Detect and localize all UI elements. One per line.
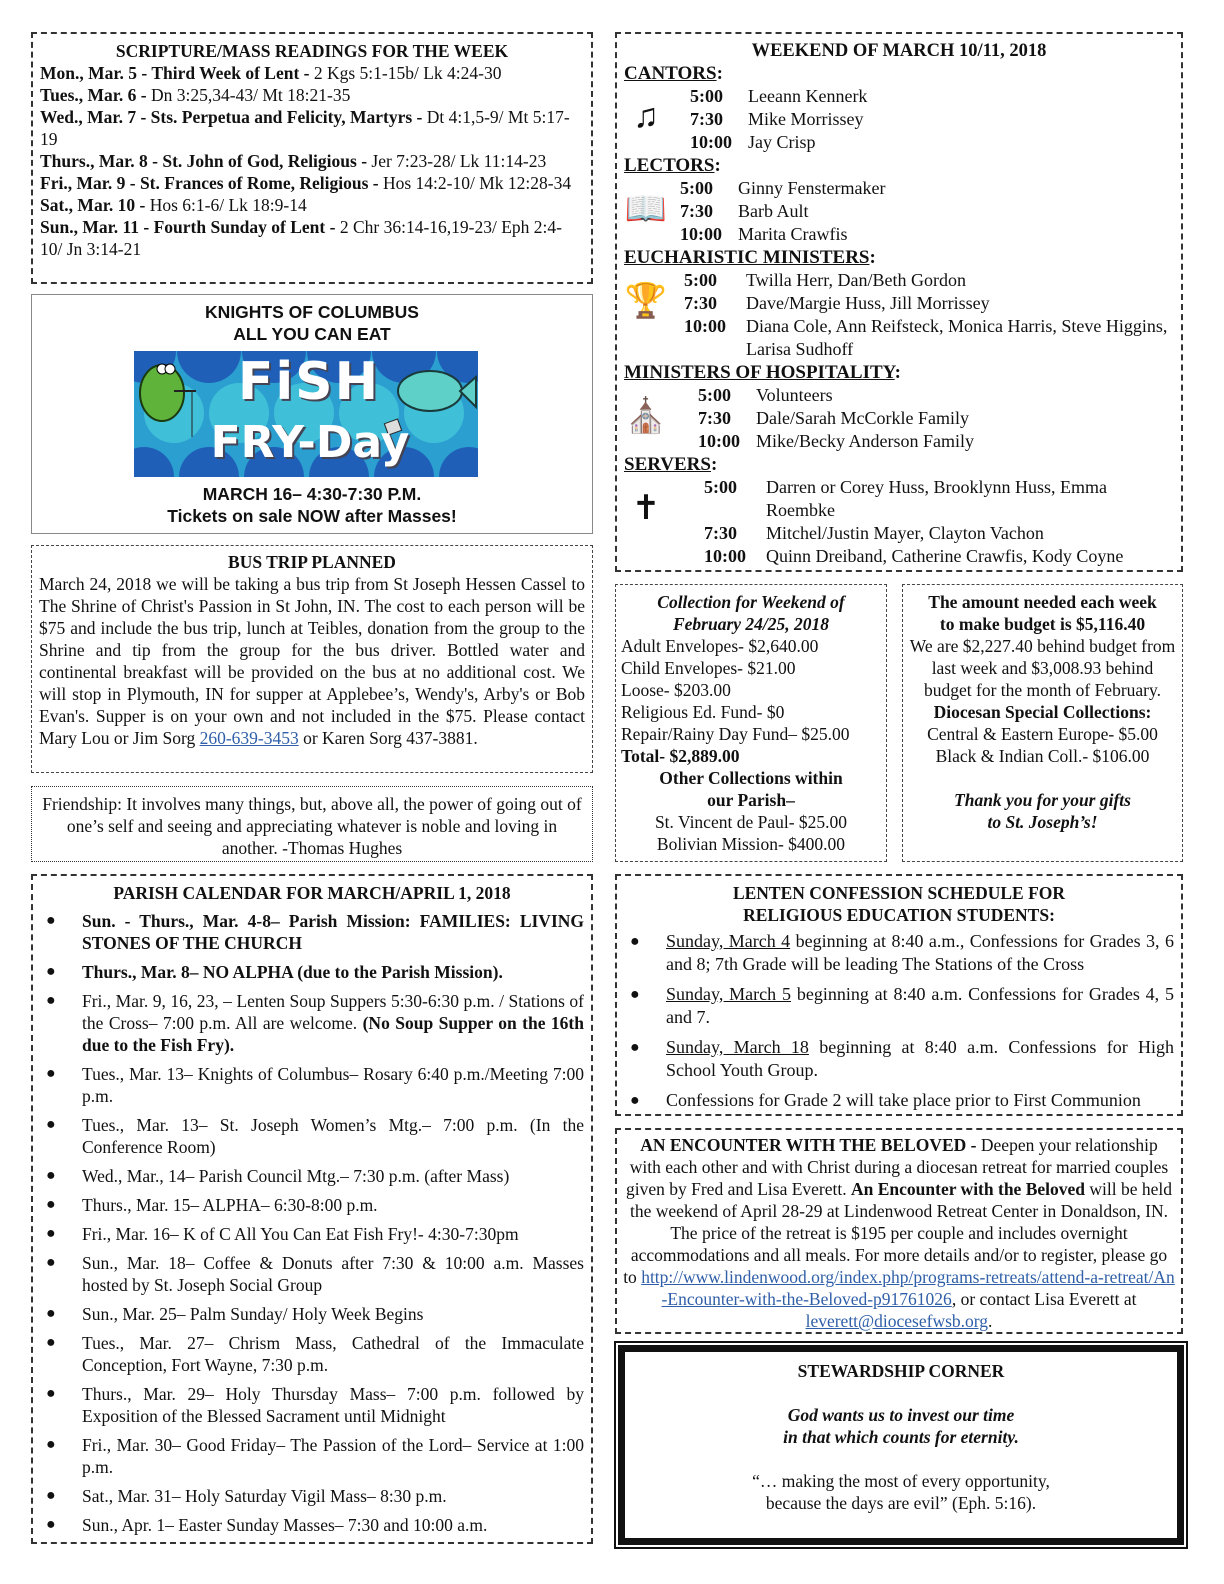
confession-title-2: RELIGIOUS EDUCATION STUDENTS: [743,905,1055,925]
calendar-item-text: Thurs., Mar. 15– ALPHA– 6:30-8:00 p.m. [82,1195,378,1215]
stewardship-italic-2: in that which counts for eternity. [783,1427,1019,1447]
bullet-icon: ● [630,1039,640,1056]
confession-text: beginning at 8:40 a.m. Confessions for Grades 4, 5 and 7. [666,984,1174,1027]
mass-time: 5:00 [698,385,731,405]
mass-time: 10:00 [704,546,746,566]
calendar-item-bold: Sun. - Thurs., Mar. 4-8– Parish Mission: FAMILIES: LIVING STONES OF THE CHURCH [82,911,584,953]
reading-row [40,172,584,194]
calendar-item-text: Thurs., Mar. 29– Holy Thursday Mass– 7:00 p.m. followed by Exposition of the Blessed Sacrament until Midnight [82,1384,584,1426]
collection-lines [621,635,881,745]
friendship-quote: Friendship: It involves many things, but, above all, the power of going out of one’s self and seeing and appreciating whatever is noble and loving in another. -Thomas Hughes [42,794,582,858]
minister-names: Mike Morrissey [748,109,864,129]
ministry-roles [624,62,1174,568]
calendar-item [40,910,584,954]
bus-trip-tail: or Karen Sorg 437-3881. [298,728,478,748]
confession-text: beginning at 8:40 a.m., Confessions for Grades 3, 6 and 8; 7th Grade will be leading The Stations of the Cross [666,931,1174,974]
role-heading: SERVERS: [624,454,718,475]
minister-names: Dave/Margie Huss, Jill Morrissey [746,293,990,313]
fish-fry-heading-2: ALL YOU CAN EAT [233,324,391,344]
stewardship-box [618,1345,1184,1545]
reading-refs: 2 Chr 36:14-16,19-23/ Eph 2:4-10/ Jn 3:14-21 [40,217,562,259]
calendar-item [40,1485,584,1507]
calendar-item-text: Sun., Mar. 18– Coffee & Donuts after 7:30 & 10:00 a.m. Masses hosted by St. Joseph Social Group [82,1253,584,1295]
calendar-list [40,910,584,1536]
collection-title-2: February 24/25, 2018 [672,614,830,634]
scripture-readings-box [31,32,593,284]
bus-trip-box [31,545,593,773]
altar-servers-icon: ✝ [631,490,661,527]
encounter-body [623,1134,1175,1332]
ministry-row [624,85,1174,108]
thanks-2: to St. Joseph’s! [987,812,1098,832]
bus-trip-body [39,573,585,749]
ministry-row [624,269,1174,292]
calendar-item [40,1194,584,1216]
other-collection-2: Bolivian Mission- $400.00 [656,834,846,854]
ministry-role [624,154,1174,246]
minister-names: Leeann Kennerk [748,86,868,106]
ministry-row [624,545,1174,568]
calendar-item-text: Fri., Mar. 16– K of C All You Can Eat Fish Fry!- 4:30-7:30pm [82,1224,519,1244]
calendar-item [40,1165,584,1187]
calendar-item-text: Tues., Mar. 13– Knights of Columbus– Rosary 6:40 p.m./Meeting 7:00 p.m. [82,1064,584,1106]
bullet-icon: ● [46,1167,56,1184]
mass-time: 5:00 [704,477,737,497]
bullet-icon: ● [46,1116,56,1133]
stewardship-quote-1: “… making the most of every opportunity, [752,1471,1050,1491]
encounter-bold: An Encounter with the Beloved [851,1179,1085,1199]
bullet-icon: ● [46,1254,56,1271]
bus-trip-text: March 24, 2018 we will be taking a bus trip from St Joseph Hessen Cassel to The Shrine of Christ's Passion in St John, IN. The cost to each person will be $75 and include the bus trip, lunch at Teibles, donation from the group to the Shrine and tip from the group for the bus driver. Bottled water and continental breakfast will be provided on the bus at no additional cost. We will stop in Plymouth, IN for supper at Applebee’s, Wendy's, Arby's or Bob Evan's. Supper is on your own and not included in the $75. Please contact Mary Lou or Jim Sorg [39,574,585,748]
reading-row [40,62,584,84]
bullet-icon: ● [46,1487,56,1504]
confession-date: Sunday, March 5 [666,984,791,1004]
calendar-item [40,1063,584,1107]
role-label: LECTORS [624,155,715,176]
mass-time: 7:30 [698,408,731,428]
reading-row [40,106,584,150]
fish-fry-banner-image [134,351,478,477]
parish-calendar-box [31,874,593,1544]
confession-title-1: LENTEN CONFESSION SCHEDULE FOR [732,883,1066,903]
reading-refs: Hos 6:1-6/ Lk 18:9-14 [149,195,307,215]
mass-time: 5:00 [680,178,713,198]
reading-day: Sun., Mar. 11 - Fourth Sunday of Lent - [40,217,340,237]
confession-text: beginning at 8:40 a.m. Confessions for High School Youth Group. [666,1037,1175,1080]
collection-line: Religious Ed. Fund- $0 [621,702,785,722]
ministry-row [624,407,1174,430]
mass-time: 7:30 [704,523,737,543]
calendar-item-text: Tues., Mar. 27– Chrism Mass, Cathedral of the Immaculate Conception, Fort Wayne, 7:30 p.m. [82,1333,584,1375]
calendar-item-text: Sat., Mar. 31– Holy Saturday Vigil Mass– 8:30 p.m. [82,1486,447,1506]
music-notes-icon: ♫ [633,98,659,135]
reading-row [40,216,584,260]
minister-names: Jay Crisp [748,132,816,152]
mass-time: 7:30 [684,293,717,313]
calendar-item-text: Tues., Mar. 13– St. Joseph Women’s Mtg.– 7:00 p.m. (In the Conference Room) [82,1115,584,1157]
confession-schedule-box [615,874,1183,1116]
diocesan-2: Black & Indian Coll.- $106.00 [935,746,1150,766]
bullet-icon: ● [630,1092,640,1109]
ministry-role [624,453,1174,568]
minister-names: Volunteers [756,385,833,405]
reading-row [40,194,584,216]
calendar-item [40,1434,584,1478]
minister-names: Barb Ault [738,201,809,221]
bullet-icon: ● [46,1225,56,1242]
reading-refs: Hos 14:2-10/ Mk 12:28-34 [382,173,572,193]
calendar-item-bold: Thurs., Mar. 8– NO ALPHA (due to the Parish Mission). [82,962,503,982]
confession-date: Sunday, March 4 [666,931,791,951]
mass-time: 7:30 [690,109,723,129]
confession-date: Sunday, March 18 [666,1037,809,1057]
calendar-item-text: Wed., Mar., 14– Parish Council Mtg.– 7:30 p.m. (after Mass) [82,1166,510,1186]
role-heading: CANTORS: [624,63,723,84]
budget-box [902,584,1183,862]
other-collections-title-1: Other Collections within [659,768,843,788]
reading-day: Sat., Mar. 10 - [40,195,150,215]
weekend-title: WEEKEND OF MARCH 10/11, 2018 [751,41,1047,61]
calendar-item [40,1303,584,1325]
calendar-item [40,1223,584,1245]
reading-day: Tues., Mar. 6 - [40,85,152,105]
reading-row [40,150,584,172]
bullet-icon: ● [46,963,56,980]
bullet-icon: ● [46,1385,56,1402]
bullet-icon: ● [46,1436,56,1453]
reading-day: Thurs., Mar. 8 - St. John of God, Religious - [40,151,372,171]
calendar-item-text: Fri., Mar. 30– Good Friday– The Passion of the Lord– Service at 1:00 p.m. [82,1435,584,1477]
bullet-icon: ● [46,1334,56,1351]
bullet-icon: ● [46,912,56,929]
ministry-row [624,223,1174,246]
minister-names: Marita Crawfis [738,224,848,244]
diocesan-1: Central & Eastern Europe- $5.00 [927,724,1158,744]
fish-fry-tickets: Tickets on sale NOW after Masses! [167,506,457,526]
ministry-row [624,108,1174,131]
scripture-readings-list [40,62,584,260]
ministry-role [624,361,1174,453]
stewardship-quote-2: because the days are evil” (Eph. 5:16). [765,1493,1037,1513]
bullet-icon: ● [46,1516,56,1533]
collection-line: Loose- $203.00 [621,680,731,700]
confession-item [624,983,1174,1029]
confession-list [624,930,1174,1112]
calendar-item [40,990,584,1056]
minister-names: Darren or Corey Huss, Brooklynn Huss, Emma Roembke [766,477,1107,520]
bullet-icon: ● [46,992,56,1009]
other-collections-title-2: our Parish– [707,790,795,810]
bullet-icon: ● [46,1196,56,1213]
ministry-row [624,430,1174,453]
calendar-item [40,1332,584,1376]
retreat-url-link[interactable]: http://www.lindenwood.org/index.php/programs-retreats/attend-a-retreat/An-Encounter-with-the-Beloved-p91761026 [641,1267,1175,1309]
role-heading: LECTORS: [624,155,721,176]
bullet-icon: ● [630,986,640,1003]
email-link[interactable]: leverett@diocesefwsb.org [805,1311,989,1331]
reading-day: Fri., Mar. 9 - St. Frances of Rome, Religious - [40,173,383,193]
encounter-text-4: . [988,1311,993,1331]
mass-time: 10:00 [690,132,732,152]
fish-fry-date: MARCH 16– 4:30-7:30 P.M. [202,484,422,504]
lectern-icon: 📖 [624,191,668,228]
confession-text: Confessions for Grade 2 will take place prior to First Communion [666,1090,1141,1110]
mass-time: 10:00 [684,316,726,336]
calendar-title: PARISH CALENDAR FOR MARCH/APRIL 1, 2018 [113,883,511,903]
calendar-item-text: Sun., Mar. 25– Palm Sunday/ Holy Week Begins [82,1304,424,1324]
collection-total: Total- $2,889.00 [621,746,740,766]
minister-names: Mitchel/Justin Mayer, Clayton Vachon [766,523,1044,543]
bullet-icon: ● [46,1305,56,1322]
reading-refs: Dn 3:25,34-43/ Mt 18:21-35 [151,85,351,105]
fish-fry-heading-1: KNIGHTS OF COLUMBUS [205,302,419,322]
scripture-title: SCRIPTURE/MASS READINGS FOR THE WEEK [115,41,509,61]
collection-title-1: Collection for Weekend of [657,592,845,612]
mass-time: 10:00 [698,431,740,451]
bullet-icon: ● [630,933,640,950]
collection-box [615,584,887,862]
encounter-text-1: Deepen your relationship with each other and with Christ during a diocesan retreat for married couples given by Fred and Lisa Everett. [625,1135,1169,1199]
minister-names: Dale/Sarah McCorkle Family [756,408,969,428]
reading-refs: 2 Kgs 5:1-15b/ Lk 4:24-30 [313,63,502,83]
encounter-text-2: will be held the weekend of April 28-29 at Lindenwood Retreat Center in Donaldson, IN. The price of the retreat is $195 per couple and includes overnight accommodations and all meals. For more details and/or to register, please go to [623,1179,1172,1287]
ministry-role [624,62,1174,154]
encounter-title: AN ENCOUNTER WITH THE BELOVED - [640,1135,981,1155]
budget-heading-1: The amount needed each week [928,592,1157,612]
friendship-quote-box [31,786,593,862]
phone-link[interactable]: 260-639-3453 [199,728,299,748]
fish-fry-box [31,294,593,534]
collection-line: Repair/Rainy Day Fund– $25.00 [621,724,850,744]
ministry-row [624,476,1174,522]
reading-refs: Jer 7:23-28/ Lk 11:14-23 [371,151,547,171]
role-label: MINISTERS OF HOSPITALITY [624,362,895,383]
mass-time: 10:00 [680,224,722,244]
role-label: SERVERS [624,454,711,475]
reading-refs: Dt 4:1,5-9/ Mt 5:17-19 [40,107,570,149]
ministry-row [624,522,1174,545]
calendar-item [40,961,584,983]
calendar-item [40,1514,584,1536]
bullet-icon: ● [46,1065,56,1082]
reading-day: Mon., Mar. 5 - Third Week of Lent - [40,63,314,83]
calendar-item-text: Fri., Mar. 9, 16, 23, – Lenten Soup Suppers 5:30-6:30 p.m. / Stations of the Cross– 7:00 p.m. All are welcome. [82,991,584,1033]
confession-item [624,1036,1174,1082]
confession-item [624,1089,1174,1112]
thanks-1: Thank you for your gifts [954,790,1131,810]
ministry-role [624,246,1174,361]
calendar-item-text: Sun., Apr. 1– Easter Sunday Masses– 7:30 and 10:00 a.m. [82,1515,488,1535]
collection-line: Child Envelopes- $21.00 [621,658,796,678]
minister-names: Twilla Herr, Dan/Beth Gordon [746,270,966,290]
weekend-ministers-box [615,32,1183,572]
minister-names: Mike/Becky Anderson Family [756,431,974,451]
stewardship-title: STEWARDSHIP CORNER [797,1361,1005,1381]
encounter-box [615,1128,1183,1334]
collection-line: Adult Envelopes- $2,640.00 [621,636,819,656]
budget-body: We are $2,227.40 behind budget from last week and $3,008.93 behind budget for the month of February. [909,636,1176,700]
banner-text-fry-day: FRY-Day [210,417,410,468]
encounter-text-3: , or contact Lisa Everett at [951,1289,1137,1309]
minister-names: Quinn Dreiband, Catherine Crawfis, Kody Coyne [766,546,1124,566]
other-collection-1: St. Vincent de Paul- $25.00 [654,812,848,832]
minister-names: Diana Cole, Ann Reifsteck, Monica Harris, Steve Higgins, Larisa Sudhoff [746,316,1168,359]
reading-day: Wed., Mar. 7 - Sts. Perpetua and Felicity, Martyrs - [40,107,427,127]
role-heading: EUCHARISTIC MINISTERS: [624,247,876,268]
ministry-row [624,200,1174,223]
welcome-church-icon: ⛪ [624,398,668,435]
stewardship-italic-1: God wants us to invest our time [787,1405,1015,1425]
calendar-item [40,1252,584,1296]
role-label: EUCHARISTIC MINISTERS [624,247,870,268]
role-label: CANTORS [624,63,717,84]
calendar-item [40,1383,584,1427]
diocesan-title: Diocesan Special Collections: [933,702,1152,722]
bus-trip-title: BUS TRIP PLANNED [228,552,396,572]
ministry-row [624,131,1174,154]
reading-row [40,84,584,106]
mass-time: 7:30 [680,201,713,221]
ministry-row [624,384,1174,407]
mass-time: 5:00 [684,270,717,290]
ministry-row [624,177,1174,200]
mass-time: 5:00 [690,86,723,106]
banner-text-fish: FiSH [237,352,381,412]
calendar-item-bold-tail: (No Soup Supper on the 16th due to the Fish Fry). [82,1013,584,1055]
chalice-icon: 🏆 [624,283,668,320]
budget-heading-2: to make budget is $5,116.40 [939,614,1146,634]
confession-item [624,930,1174,976]
role-heading: MINISTERS OF HOSPITALITY: [624,362,901,383]
ministry-row [624,315,1174,361]
minister-names: Ginny Fenstermaker [738,178,886,198]
calendar-item [40,1114,584,1158]
ministry-row [624,292,1174,315]
